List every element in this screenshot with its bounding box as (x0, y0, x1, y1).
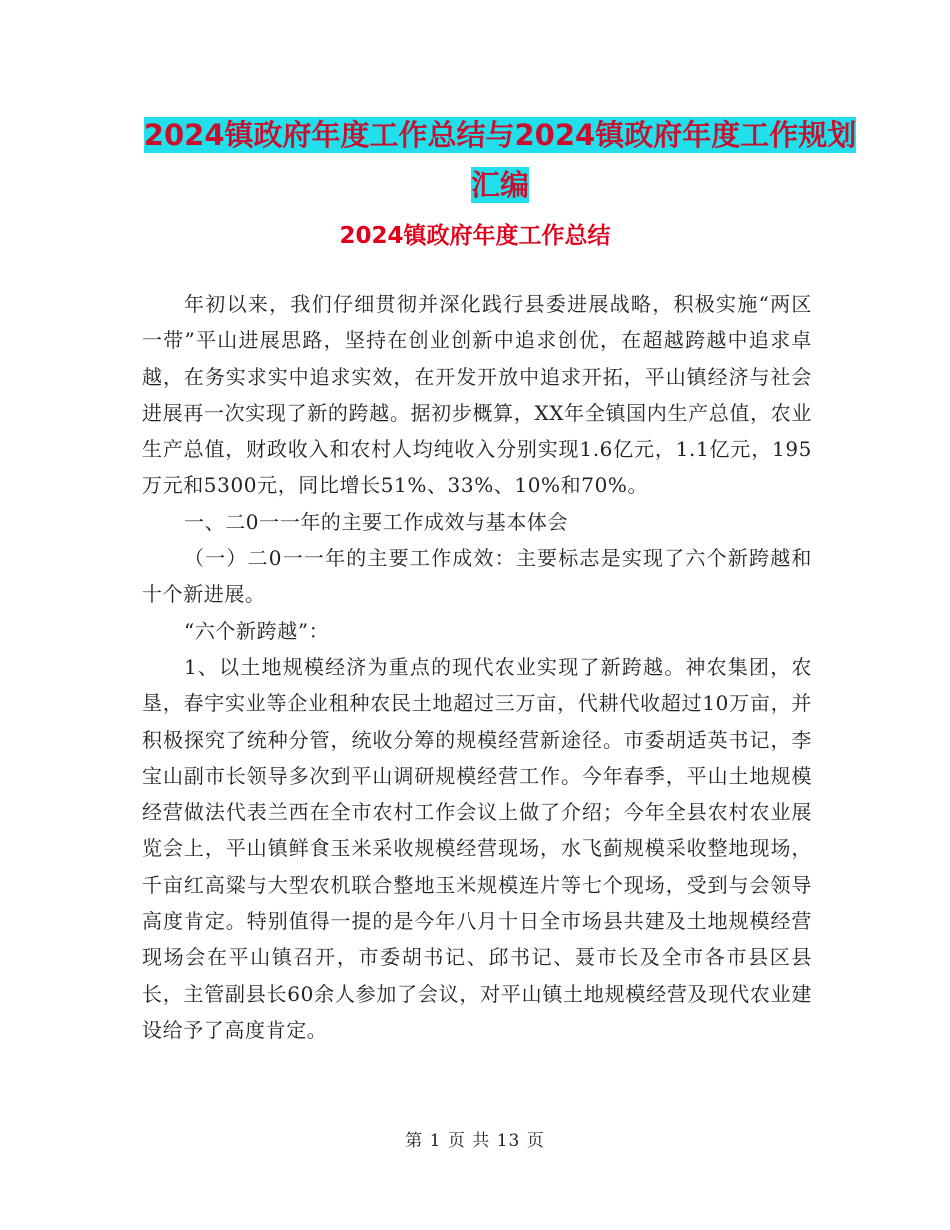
section-title: 2024镇政府年度工作总结 (339, 223, 611, 249)
paragraph-item-1: 1、以土地规模经济为重点的现代农业实现了新跨越。神农集团，农垦，春宇实业等企业租种农民土地超过三万亩，代耕代收超过10万亩，并积极探究了统种分管，统收分筹的规模经营新途径。市委胡适英书记，李宝山副市长领导多次到平山调研规模经营工作。今年春季，平山土地规模经营做法代表兰西在全市农村工作会议上做了介绍；今年全县农村农业展览会上，平山镇鲜食玉米采收规模经营现场，水飞蓟规模采收整地现场，千亩红高粱与大型农机联合整地玉米规模连片等七个现场，受到与会领导高度肯定。特别值得一提的是今年八月十日全市场县共建及土地规模经营现场会在平山镇召开，市委胡书记、邱书记、聂市长及全市各市县区县长，主管副县长60余人参加了会议，对平山镇土地规模经营及现代农业建设给予了高度肯定。 (142, 654, 812, 1042)
page-footer: 第 1 页 共 13 页 (405, 1131, 545, 1151)
paragraph-heading-1: 一、二0一一年的主要工作成效与基本体会 (184, 509, 569, 534)
document-title-line2: 汇编 (470, 168, 529, 202)
document-body (142, 286, 812, 1048)
document-title (130, 110, 870, 210)
paragraph-intro: 年初以来，我们仔细贯彻并深化践行县委进展战略，积极实施“两区一带”平山进展思路，坚持在创业创新中追求创优，在超越跨越中追求卓越，在务实求实中追求实效，在开发开放中追求开拓，平山镇经济与社会进展再一次实现了新的跨越。据初步概算，XX年全镇国内生产总值，农业生产总值，财政收入和农村人均纯收入分别实现1.6亿元，1.1亿元，195万元和5300元，同比增长51%、33%、10%和70%。 (142, 292, 812, 498)
paragraph-subheading-1: （一）二0一一年的主要工作成效：主要标志是实现了六个新跨越和十个新进展。 (142, 546, 812, 607)
paragraph-six-leaps: “六个新跨越”： (184, 618, 330, 643)
document-title-line1: 2024镇政府年度工作总结与2024镇政府年度工作规划 (143, 118, 857, 152)
